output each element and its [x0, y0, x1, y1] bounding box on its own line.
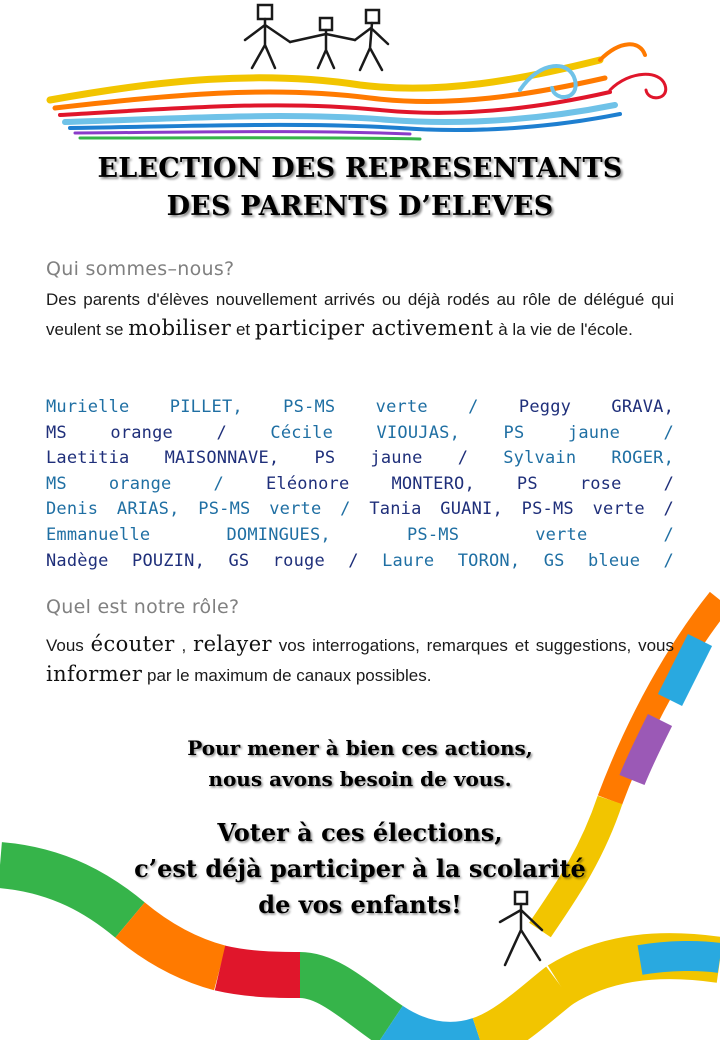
role-text-2: ,	[174, 636, 194, 655]
who-text-1: Des parents d'élèves nouvellement arrivés ou déjà rodés au rôle de délégué qui veulent se	[46, 290, 674, 339]
representatives-line	[46, 497, 674, 523]
role-emphasis-ecouter: écouter	[90, 632, 175, 656]
who-emphasis-mobiliser: mobiliser	[128, 316, 232, 340]
representative-entry: Laetitia MAISONNAVE, PS jaune /	[46, 448, 504, 469]
representatives-line	[46, 472, 674, 498]
role-text-4: par le maximum de canaux possibles.	[142, 666, 432, 685]
representative-entry: Nadège POUZIN, GS rouge /	[46, 550, 383, 571]
callout-vote	[0, 815, 720, 923]
paragraph-our-role	[46, 630, 674, 690]
role-text-1: Vous	[46, 636, 91, 655]
representative-entry: Laure TORON, GS bleue /	[382, 550, 674, 571]
paragraph-who-are-we	[46, 286, 674, 344]
who-text-3: à la vie de l'école.	[493, 320, 633, 339]
representative-entry: Tania GUANI, PS-MS verte /	[369, 499, 674, 520]
representative-entry: Cécile VIOUJAS, PS jaune /	[270, 422, 674, 443]
role-emphasis-relayer: relayer	[193, 632, 272, 656]
who-text-2: et	[231, 320, 255, 339]
representative-entry: Denis ARIAS, PS-MS verte /	[46, 499, 370, 520]
vote-line-1: Voter à ces élections,	[217, 818, 503, 847]
page-title	[0, 150, 720, 226]
title-line-2: DES PARENTS D’ELEVES	[166, 191, 554, 222]
representatives-line	[46, 446, 674, 472]
representative-entry: Peggy GRAVA,	[518, 397, 675, 417]
vote-line-2: c’est déjà participer à la scolarité	[134, 854, 586, 883]
role-emphasis-informer: informer	[46, 662, 143, 686]
representatives-line	[46, 549, 674, 575]
callout-line-2: nous avons besoin de vous.	[208, 767, 512, 791]
representatives-list	[46, 395, 674, 574]
representatives-line	[46, 421, 674, 447]
role-text-3: vos interrogations, remarques et suggestions, vous	[271, 636, 674, 655]
representative-entry: MS orange /	[46, 422, 271, 443]
representatives-line	[46, 523, 674, 549]
callout-need-you	[0, 733, 720, 795]
title-line-1: ELECTION DES REPRESENTANTS	[97, 153, 623, 184]
who-emphasis-participer: participer activement	[254, 316, 494, 340]
representative-entry: Eléonore MONTERO, PS rose /	[265, 473, 674, 494]
representative-entry: Emmanuelle DOMINGUES, PS-MS verte /	[46, 524, 674, 545]
heading-our-role: Quel est notre rôle?	[46, 596, 240, 618]
representatives-line	[46, 395, 674, 421]
representative-entry: Murielle PILLET, PS-MS verte /	[46, 397, 519, 417]
representative-entry: MS orange /	[46, 473, 266, 494]
representative-entry: Sylvain ROGER,	[503, 448, 675, 469]
callout-line-1: Pour mener à bien ces actions,	[187, 736, 533, 760]
heading-who-are-we: Qui sommes–nous?	[46, 258, 235, 280]
vote-line-3: de vos enfants!	[258, 890, 462, 919]
